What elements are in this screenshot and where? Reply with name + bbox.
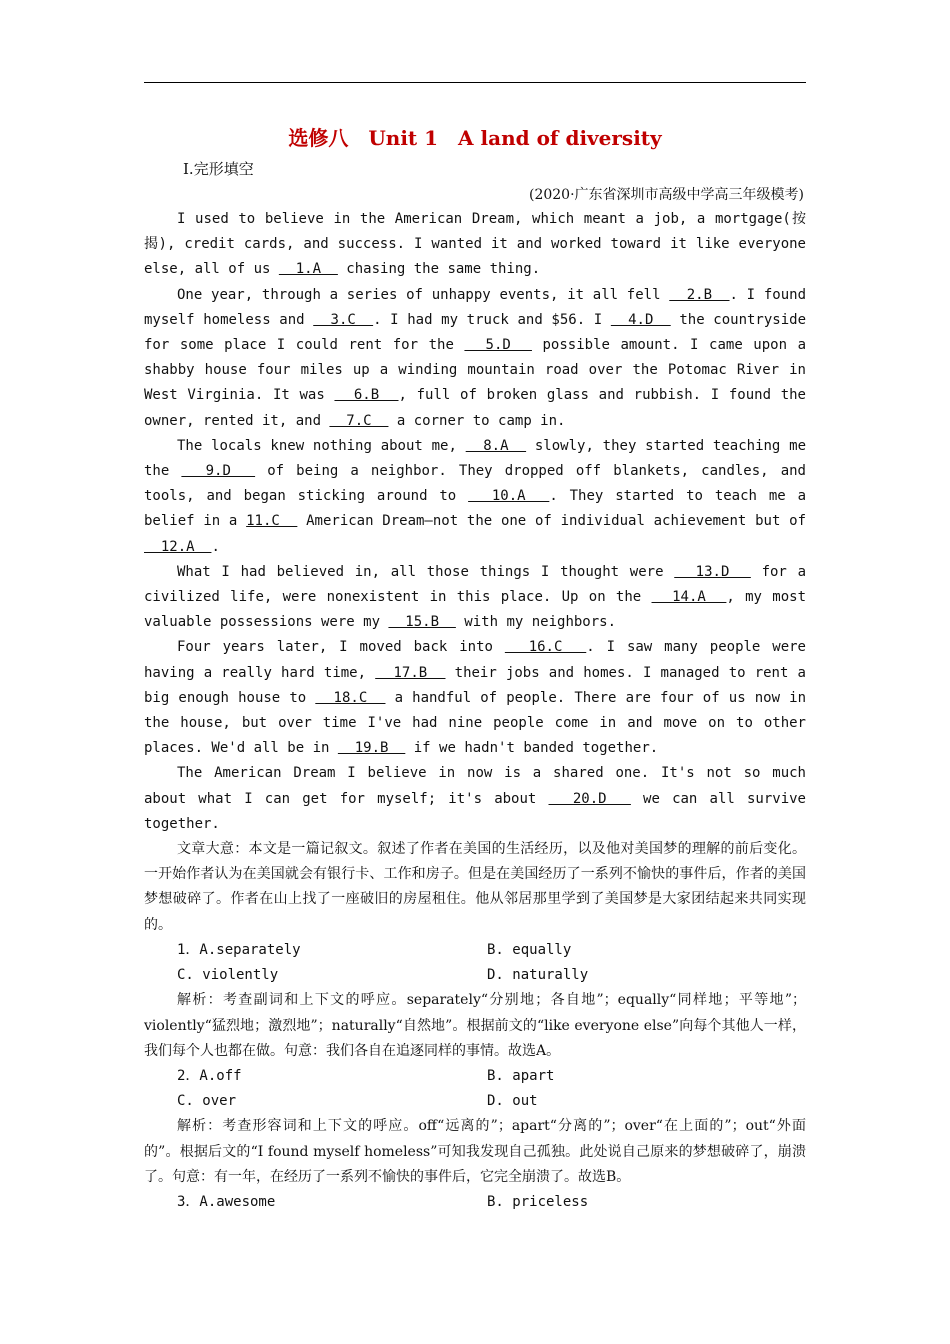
answer-blank: 14.A: [651, 589, 727, 606]
answer-blank: 19.B: [337, 740, 406, 757]
answer-blank: 18.C: [315, 689, 386, 706]
document-body: [144, 207, 806, 1215]
options-row: [144, 1064, 806, 1089]
summary-paragraph: 文章大意：本文是一篇记叙文。叙述了作者在美国的生活经历，以及他对美国梦的理解的前后变化。一开始作者认为在美国就会有银行卡、工作和房子。但是在美国经历了一系列不愉快的事件后，作者的美国梦想破碎了。作者在山上找了一座破旧的房屋租住。他从邻居那里学到了美国梦是大家团结起来共同实现的。: [144, 841, 806, 933]
answer-blank: 11.C: [246, 513, 298, 530]
header-rule: [144, 82, 806, 83]
page-title: 选修八 Unit 1 A land of diversity: [288, 126, 662, 150]
answer-blank: 12.A: [144, 538, 212, 555]
passage-paragraph: The locals knew nothing about me, 8.A slowly, they started teaching me the 9.D of being a neighbor. They dropped off blankets, candles, and tools, and began sticking around to 10.A . They started to teach me a belief in a 11.C American Dream—not the one of individual achievement but of 12.A .: [144, 437, 806, 555]
answer-blank: 20.D: [548, 790, 631, 807]
explanation: 解析：考查形容词和上下文的呼应。off“远离的”；apart“分离的”；over“在上面的”；out“外面的”。根据后文的“I found myself homeless”可知我发现自己孤独。此处说自己原来的梦想破碎了，崩溃了。句意：有一年，在经历了一系列不愉快的事件后，它完全崩溃了。故选B。: [144, 1118, 806, 1185]
answer-blank: 9.D: [181, 463, 256, 480]
answer-blank: 15.B: [388, 614, 456, 631]
options-row: [144, 1190, 806, 1215]
answer-blank: 6.B: [334, 387, 399, 404]
explanation: 解析：考查副词和上下文的呼应。separately“分别地；各自地”；equally“同样地；平等地”；violently“猛烈地；激烈地”；naturally“自然地”。根据前文的“like everyone else”向每个其他人一样，我们每个人也都在做。句意：我们各自在追逐同样的事情。故选A。: [144, 992, 806, 1059]
answer-blank: 1.A: [278, 261, 338, 278]
answer-blank: 5.D: [464, 337, 532, 354]
passage-paragraph: Four years later, I moved back into 16.C . I saw many people were having a really hard time, 17.B their jobs and homes. I managed to rent a big enough house to 18.C a handful of people. There are four of us now in the house, but over time I've had nine people come in and move on to other places. We'd all be in 19.B if we hadn't banded together.: [144, 639, 806, 757]
option-a: 1．A.separately: [177, 941, 301, 958]
options-row: [144, 963, 806, 988]
answer-blank: 4.D: [610, 311, 671, 328]
passage-paragraph: What I had believed in, all those things I thought were 13.D for a civilized life, were nonexistent in this place. Up on the 14.A , my most valuable possessions were my 15.B with my neighbors.: [144, 563, 807, 631]
options-row: [144, 938, 806, 963]
answer-blank: 13.D: [674, 563, 751, 580]
source-note: (2020·广东省深圳市高级中学高三年级模考): [528, 187, 804, 203]
section-heading: Ⅰ.完形填空: [183, 160, 254, 178]
option-c: C. violently: [177, 967, 279, 984]
options-row: [144, 1089, 806, 1114]
passage-paragraph: I used to believe in the American Dream, which meant a job, a mortgage(按揭), credit cards, and success. I wanted it and worked toward it like everyone else, all of us 1.A chasing the same thing.: [144, 211, 806, 278]
answer-blank: 8.A: [465, 437, 527, 454]
answer-blank: 3.C: [313, 311, 374, 328]
answer-blank: 7.C: [329, 412, 389, 429]
option-b: B. apart: [487, 1067, 555, 1084]
option-b: B. equally: [487, 941, 572, 958]
passage-paragraph: One year, through a series of unhappy events, it all fell 2.B . I found myself homeless and 3.C . I had my truck and $56. I 4.D the countryside for some place I could rent for the 5.D possible amount. I came upon a shabby house four miles up a winding mountain road over the Potomac River in West Virginia. It was 6.B , full of broken glass and rubbish. I found the owner, rented it, and 7.C a corner to camp in.: [144, 286, 807, 429]
answer-blank: 2.B: [669, 286, 730, 303]
answer-blank: 10.A: [468, 488, 550, 505]
passage-paragraph: The American Dream I believe in now is a shared one. It's not so much about what I can get for myself; it's about 20.D we can all survive together.: [144, 765, 806, 832]
option-d: D. out: [487, 1093, 538, 1110]
option-a: 3．A.awesome: [177, 1193, 276, 1210]
option-b: B. priceless: [487, 1193, 589, 1210]
option-a: 2．A.off: [177, 1067, 242, 1084]
option-c: C. over: [177, 1093, 237, 1110]
answer-blank: 17.B: [375, 664, 446, 681]
option-d: D. naturally: [487, 967, 589, 984]
answer-blank: 16.C: [504, 639, 587, 656]
